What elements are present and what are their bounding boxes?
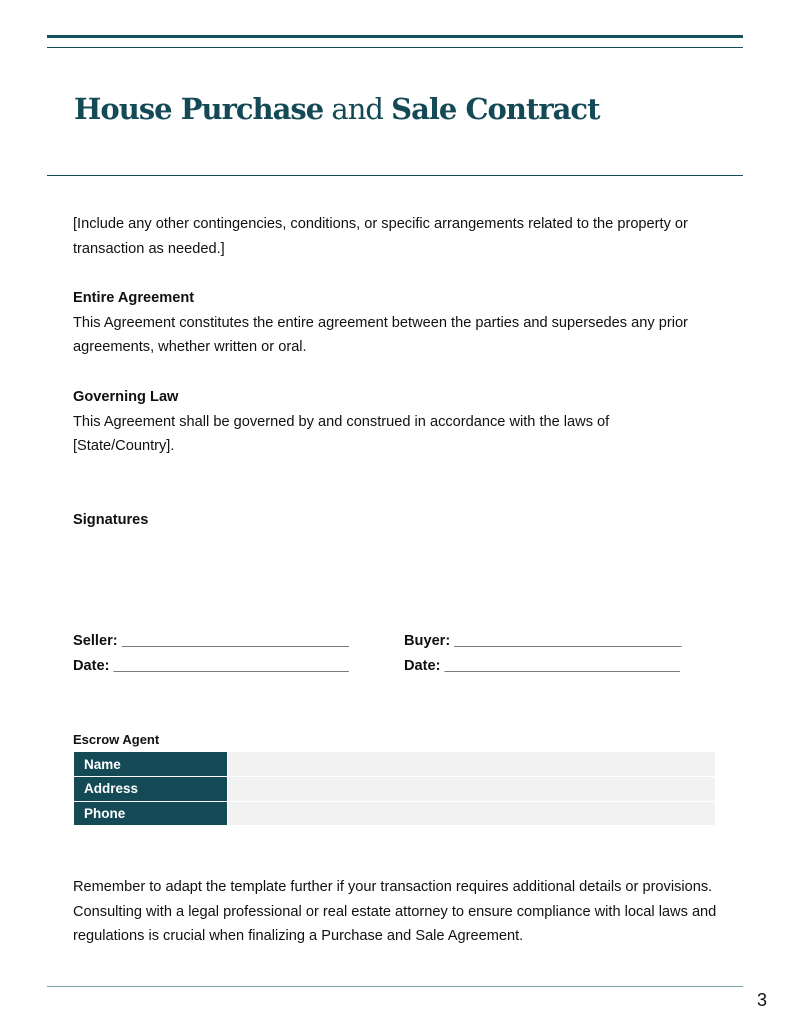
escrow-address-label: Address	[74, 777, 227, 802]
footer-rule	[47, 986, 743, 987]
section-heading: Governing Law	[73, 389, 179, 405]
escrow-address-value[interactable]	[227, 777, 715, 802]
escrow-phone-value[interactable]	[227, 801, 715, 826]
escrow-name-value[interactable]	[227, 752, 715, 777]
intro-text: [Include any other contingencies, conditions, or specific arrangements related to the property or transaction as needed.]	[73, 216, 688, 257]
title-part-sale-contract: Sale Contract	[391, 92, 600, 126]
section-heading: Entire Agreement	[73, 290, 195, 306]
escrow-name-label: Name	[74, 752, 227, 777]
section-governing-law	[73, 385, 723, 459]
title-rule	[47, 175, 743, 176]
header-rule-thick	[47, 35, 743, 38]
table-row	[74, 777, 715, 802]
escrow-agent-heading: Escrow Agent	[73, 732, 160, 747]
section-entire-agreement	[73, 286, 723, 360]
page-number: 3	[757, 990, 768, 1010]
title-part-and: and	[323, 92, 392, 126]
buyer-signature-line[interactable]: Buyer: ____________________________	[404, 633, 682, 649]
escrow-agent-table	[74, 752, 715, 826]
header-rule-thin	[47, 47, 743, 48]
seller-date-line[interactable]: Date: _____________________________	[73, 658, 349, 674]
table-row	[74, 801, 715, 826]
section-text: This Agreement shall be governed by and construed in accordance with the laws of [State/Country].	[73, 413, 610, 454]
seller-signature-line[interactable]: Seller: ____________________________	[73, 633, 349, 649]
section-text: This Agreement constitutes the entire agreement between the parties and supersedes any prior agreements, whether written or oral.	[73, 314, 688, 355]
table-row	[74, 752, 715, 777]
closing-text: Remember to adapt the template further if your transaction requires additional details or provisions. Consulting with a legal professional or real estate attorney to ensure compliance with local laws and regulations is crucial when finalizing a Purchase and Sale Agreement.	[73, 879, 717, 944]
buyer-date-line[interactable]: Date: _____________________________	[404, 658, 680, 674]
page-title	[74, 92, 599, 126]
escrow-phone-label: Phone	[74, 801, 227, 826]
signatures-heading: Signatures	[73, 512, 149, 528]
title-part-house-purchase: House Purchase	[74, 92, 324, 126]
